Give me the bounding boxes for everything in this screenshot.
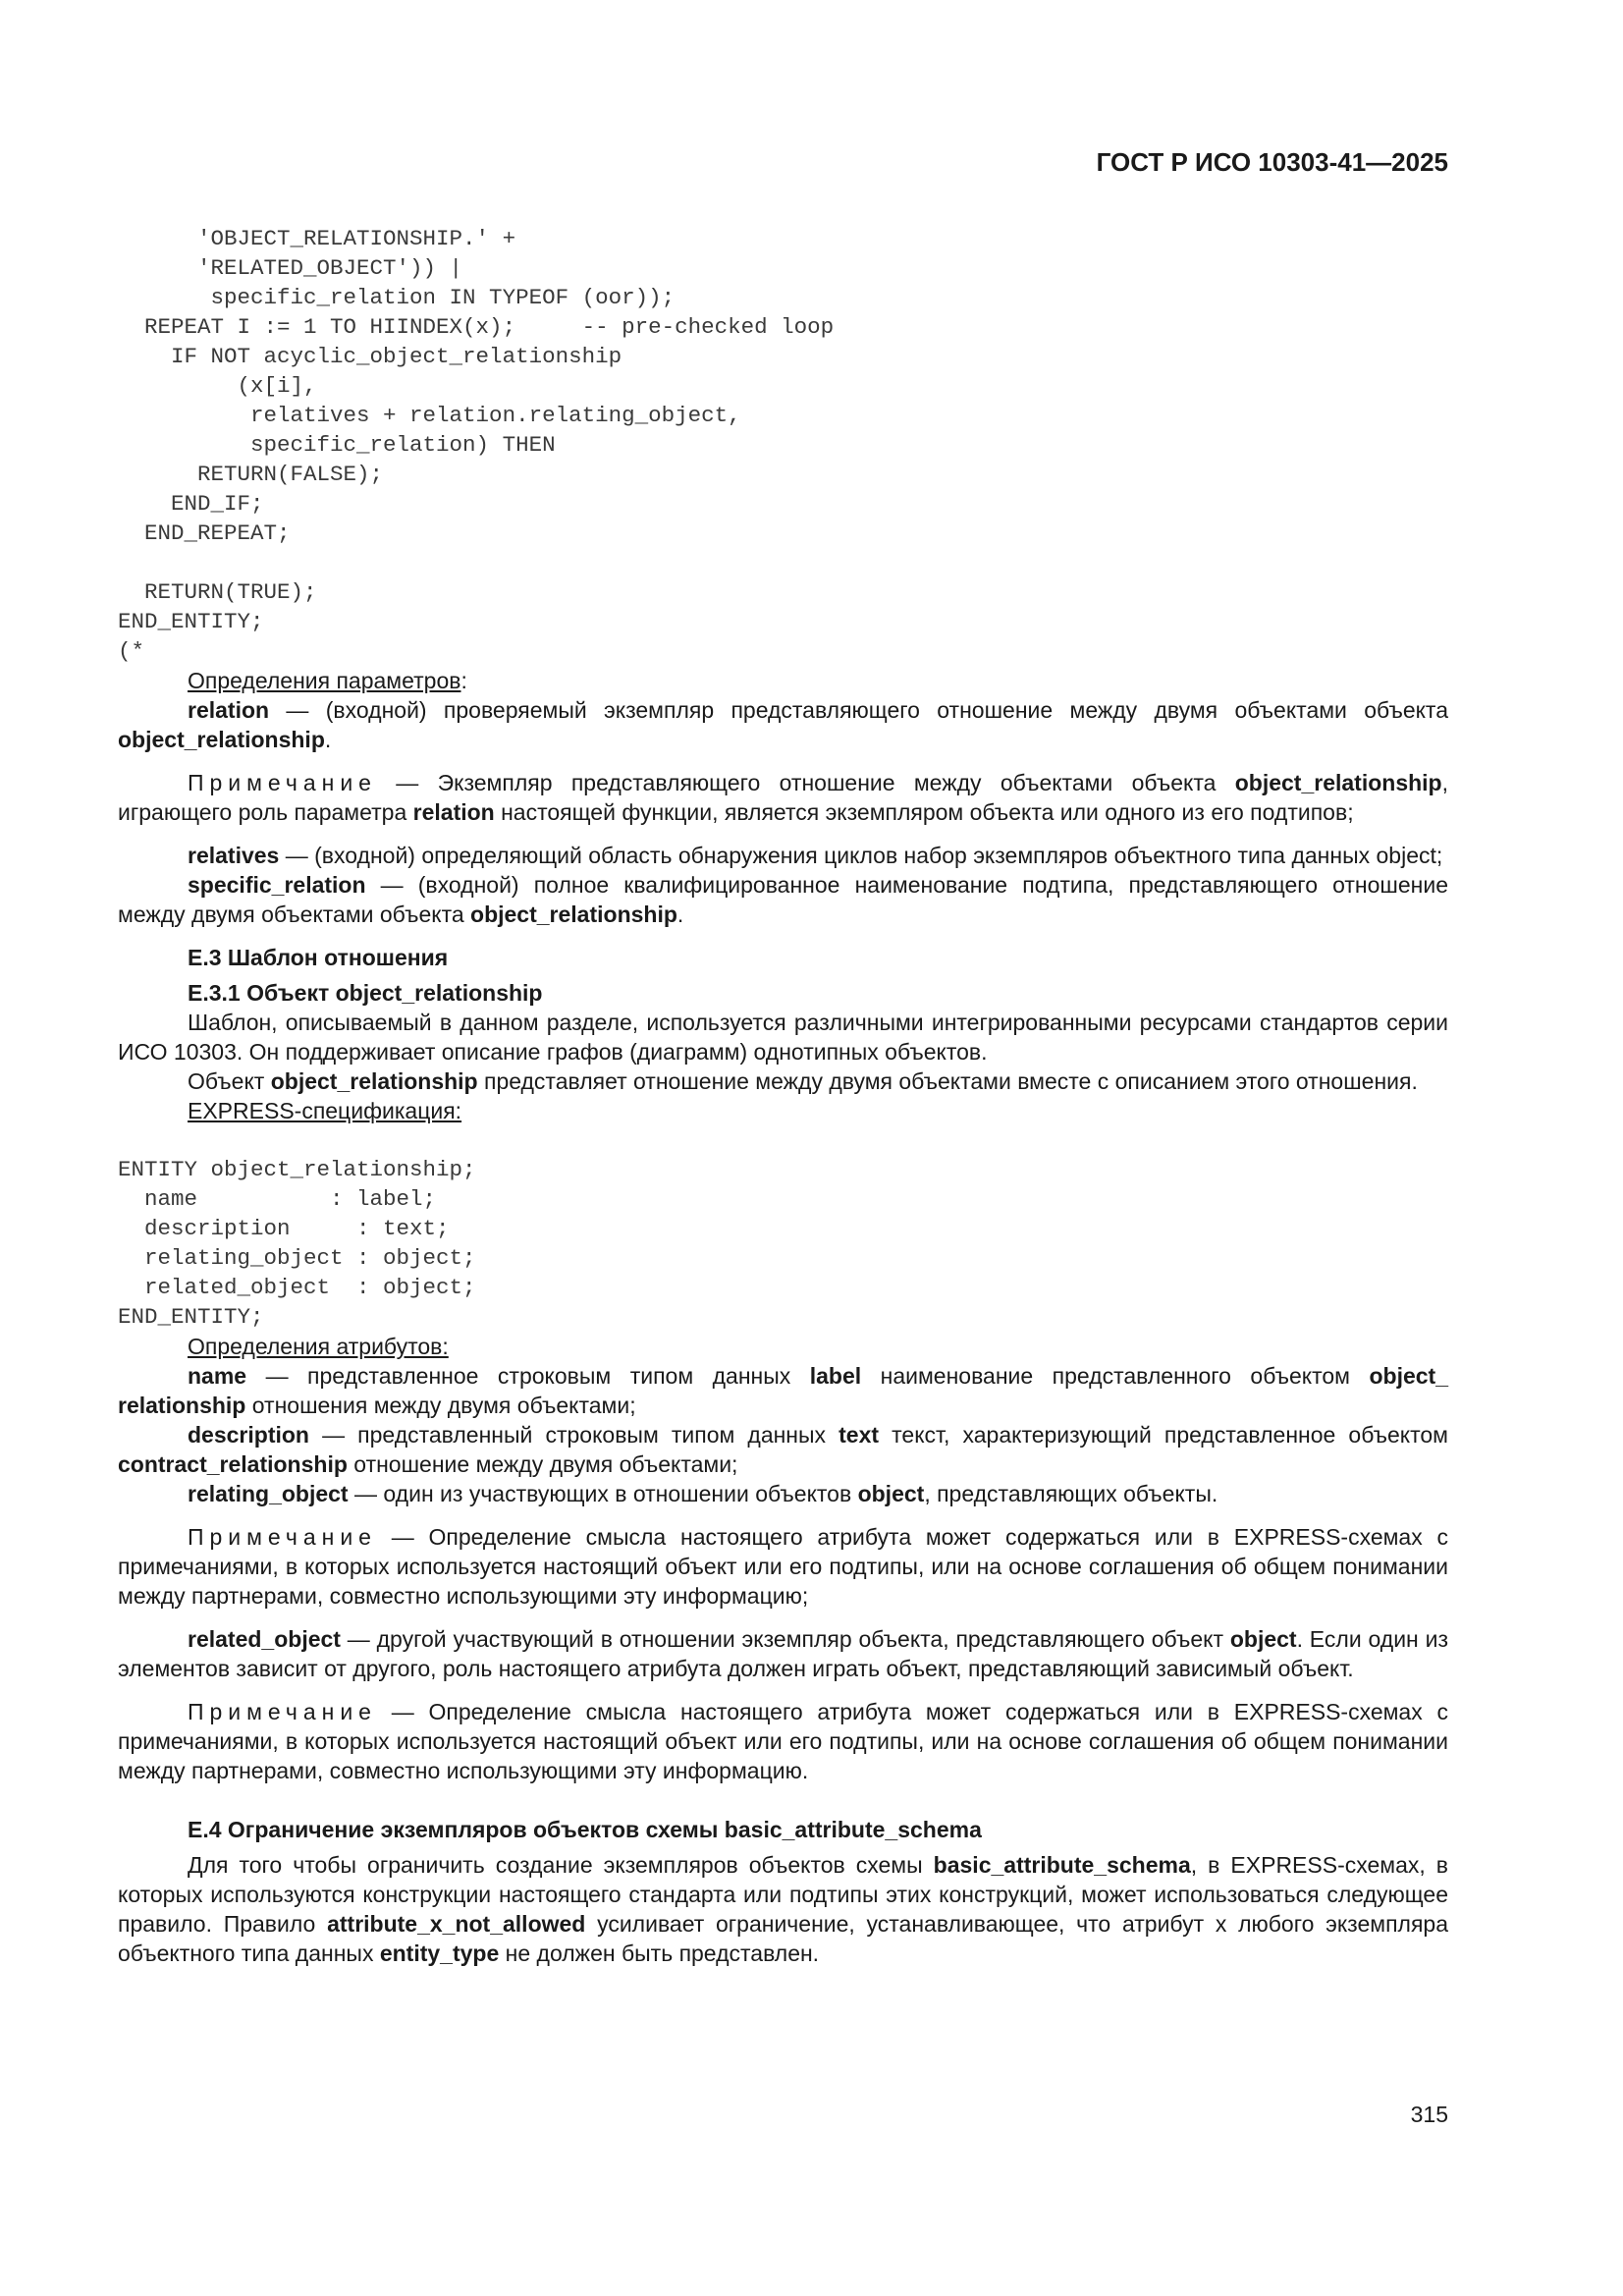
code-block-function: 'OBJECT_RELATIONSHIP.' + 'RELATED_OBJECT')) | specific_relation IN TYPEOF (oor)); REPEAT I := 1 TO HIINDEX(x); -- pre-checked loop IF NOT acyclic_object_relationship (x[i], relatives + relation.relating_object, specific_relation) THEN RETURN(FALSE); END_IF; END_REPEAT; RETURN(TRUE); END_ENTITY; (* [118,226,835,664]
document-header: ГОСТ Р ИСО 10303-41—2025 [1096,147,1448,177]
note-label: Примечание [188,1524,377,1550]
note-label: Примечание [188,770,377,795]
param-specific-relation: specific_relation — (входной) полное квалифицированное наименование подтипа, представляющего отношение между двумя объектами объекта object_relationship. [118,872,1448,927]
section-e31-heading: E.3.1 Объект object_relationship [188,980,543,1006]
express-label: EXPRESS-спецификация: [188,1098,462,1123]
section-e3-heading: E.3 Шаблон отношения [188,945,449,970]
param-relatives: relatives — (входной) определяющий область обнаружения циклов набор экземпляров объектного типа данных object; [188,843,1443,868]
attr-name: name — представленное строковым типом данных label наименование представленного объектом object_ relationship отношения между двумя объектами; [118,1363,1448,1418]
attr-description: description — представленный строковым типом данных text текст, характеризующий представленное объектом contract_relationship отношение между двумя объектами; [118,1422,1448,1477]
param-relation: relation — (входной) проверяемый экземпляр представляющего отношение между двумя объектами объекта object_relationship. [118,697,1448,752]
attr-relating-object: relating_object — один из участвующих в отношении объектов object, представляющих объекты. [188,1481,1218,1506]
attr-related-object: related_object — другой участвующий в отношении экземпляр объекта, представляющего объект object. Если один из элементов зависит от другого, роль настоящего атрибута должен играть объект, представляющий зависимый объект. [118,1626,1448,1681]
section-e4-heading: E.4 Ограничение экземпляров объектов схемы basic_attribute_schema [188,1817,982,1842]
note-label: Примечание [188,1699,377,1724]
note-relation: Примечание — Экземпляр представляющего отношение между объектами объекта object_relationship, играющего роль параметра relation настоящей функции, является экземпляром объекта или одного из его подтипов; [118,770,1448,825]
e4-paragraph: Для того чтобы ограничить создание экземпляров объектов схемы basic_attribute_schema, в EXPRESS-схемах, в которых используются конструкции настоящего стандарта или подтипы этих конструкций, может использоваться следующее правило. Правило attribute_x_not_allowed усиливает ограничение, устанавливающее, что атрибут x любого экземпляра объектного типа данных entity_type не должен быть представлен. [118,1852,1449,1966]
attrs-heading: Определения атрибутов: [188,1334,449,1359]
params-heading: Определения параметров: [188,668,467,693]
note-related-object: Примечание — Определение смысла настоящего атрибута может содержаться или в EXPRESS-схемах с примечаниями, в которых используется настоящий объект или его подтипы, или на основе соглашения об общем понимании между партнерами, совместно использующими эту информацию. [118,1699,1448,1783]
page-number: 315 [1410,2102,1448,2127]
note-relating-object: Примечание — Определение смысла настоящего атрибута может содержаться или в EXPRESS-схемах с примечаниями, в которых используется настоящий объект или его подтипы, или на основе соглашения об общем понимании между партнерами, совместно использующими эту информацию; [118,1524,1448,1609]
e3-paragraph-1: Шаблон, описываемый в данном разделе, используется различными интегрированными ресурсами стандартов серии ИСО 10303. Он поддерживает описание графов (диаграмм) однотипных объектов. [118,1010,1448,1065]
code-block-entity: ENTITY object_relationship; name : label; description : text; relating_object : object; related_object : object; END_ENTITY; [118,1157,476,1330]
e3-paragraph-2: Объект object_relationship представляет отношение между двумя объектами вместе с описанием этого отношения. [188,1068,1418,1094]
page-content [118,224,1448,1968]
